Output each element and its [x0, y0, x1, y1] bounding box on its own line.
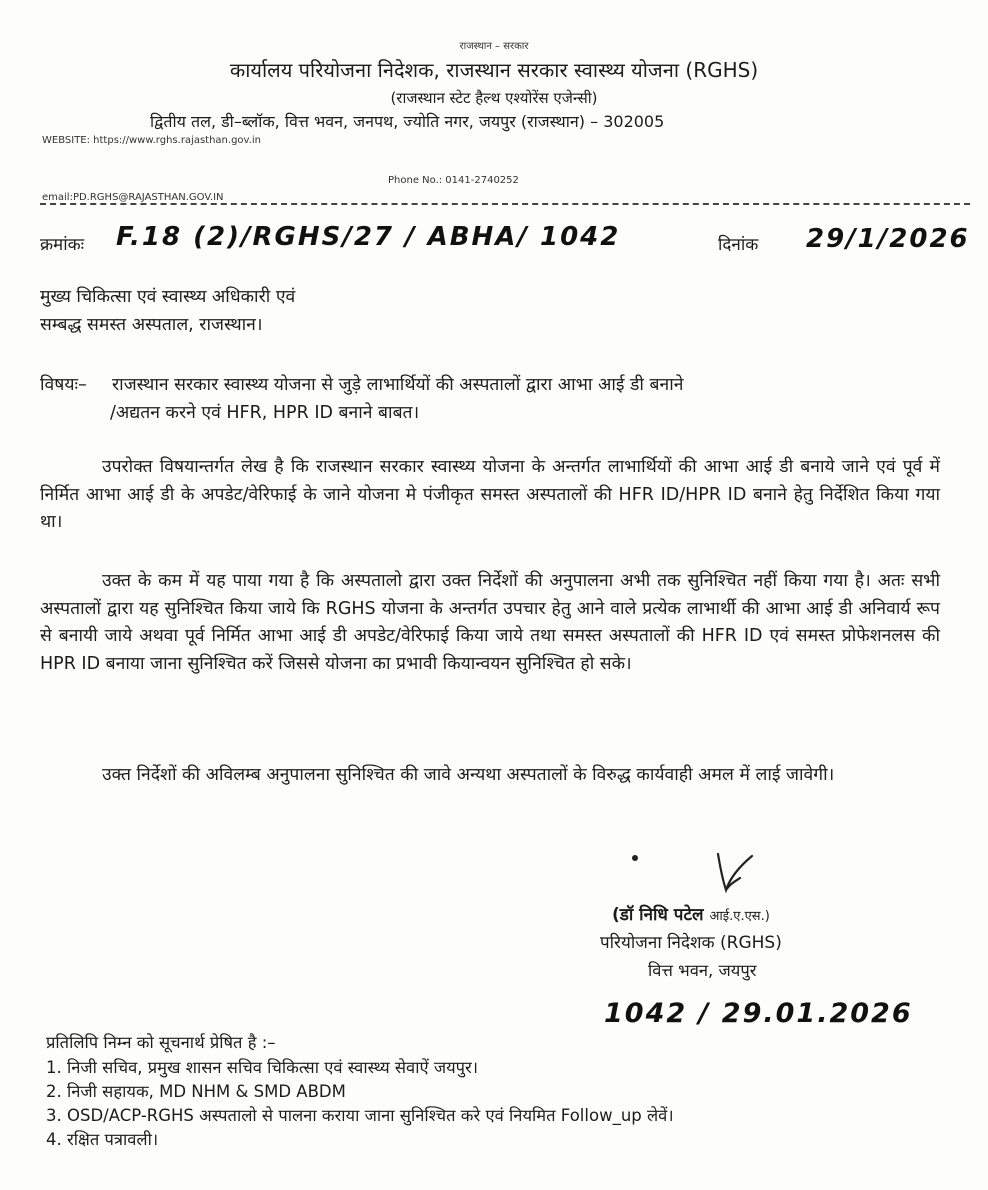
signatory-name: (डॉ निधि पटेल आई.ए.एस.) — [612, 905, 770, 925]
subject-line-2: /अद्यतन करने एवं HFR, HPR ID बनाने बाबत। — [110, 403, 420, 423]
body-paragraph-3: उक्त निर्देशों की अविलम्ब अनुपालना सुनिश्चित की जावे अन्यथा अस्पतालों के विरुद्ध कार्यवाही अमल में लाई जावेगी। — [102, 765, 835, 785]
reference-number: F.18 (2)/RGHS/27 / ABHA/ 1042 — [116, 222, 621, 252]
email-text: email:PD.RGHS@RAJASTHAN.GOV.IN — [42, 192, 224, 203]
addressee-line-1: मुख्य चिकित्सा एवं स्वास्थ्य अधिकारी एवं — [40, 287, 296, 307]
website-text: WEBSITE: https://www.rghs.rajasthan.gov.in — [42, 135, 261, 146]
signatory-place: वित्त भवन, जयपुर — [648, 961, 757, 980]
date-label: दिनांक — [718, 235, 759, 255]
govt-tag: राजस्थान – सरकार — [459, 41, 529, 52]
header-divider — [40, 203, 970, 205]
copy-to-list — [46, 1056, 674, 1152]
letter-date: 29/1/2026 — [806, 224, 970, 254]
addressee-line-2: सम्बद्ध समस्त अस्पताल, राजस्थान। — [40, 315, 263, 335]
list-item: 3. OSD/ACP-RGHS अस्पतालो से पालना कराया जाना सुनिश्चित करे एवं नियमित Follow_up लेवें। — [46, 1106, 674, 1125]
signature-scribble-icon — [700, 848, 770, 898]
signature-dot — [632, 855, 638, 861]
signatory-designation: परियोजना निदेशक (RGHS) — [600, 933, 782, 953]
copy-to-heading: प्रतिलिपि निम्न को सूचनार्थ प्रेषित है :– — [46, 1033, 276, 1052]
dispatch-number: 1042 / 29.01.2026 — [604, 998, 913, 1029]
body-paragraph-1: उपरोक्त विषयान्तर्गत लेख है कि राजस्थान सरकार स्वास्थ्य योजना के अन्तर्गत लाभार्थियों की आभा आई डी बनाये जाने एवं पूर्व में निर्मित आभा आई डी के अपडेट/वेरिफाई के जाने योजना मे पंजीकृत समस्त अस्पतालों की HFR ID/HPR ID बनाने हेतु निर्देशित किया गया था। — [40, 457, 940, 532]
office-title: कार्यालय परियोजना निदेशक, राजस्थान सरकार स्वास्थ्य योजना (RGHS) — [229, 58, 759, 82]
subject-label: विषयः– — [40, 375, 87, 395]
reference-label: क्रमांकः — [40, 235, 85, 255]
phone-text: Phone No.: 0141-2740252 — [388, 175, 519, 186]
body-paragraph-2: उक्त के कम में यह पाया गया है कि अस्पतालो द्वारा उक्त निर्देशों की अनुपालना अभी तक सुनिश्चित नहीं किया गया है। अतः सभी अस्पतालों द्वारा यह सुनिश्चित किया जाये कि RGHS योजना के अन्तर्गत उपचार हेतु आने वाले प्रत्येक लाभार्थी की आभा आई डी अनिवार्य रूप से बनायी जाये अथवा पूर्व निर्मित आभा आई डी अपडेट/वेरिफाई किया जाये तथा समस्त अस्पतालों की HFR ID एवं समस्त प्रोफेशनलस की HPR ID बनाया जाना सुनिश्चित करें जिससे योजना का प्रभावी कियान्वयन सुनिश्चित हो सके। — [40, 571, 940, 674]
list-item: 4. रक्षित पत्रावली। — [46, 1130, 159, 1149]
agency-name: (राजस्थान स्टेट हैल्थ एश्योरेंस एजेन्सी) — [390, 89, 598, 107]
office-address: द्वितीय तल, डी–ब्लॉक, वित्त भवन, जनपथ, ज्योति नगर, जयपुर (राजस्थान) – 302005 — [150, 112, 665, 131]
subject-line-1: राजस्थान सरकार स्वास्थ्य योजना से जुड़े लाभार्थियों की अस्पतालों द्वारा आभा आई डी बनाने — [112, 375, 684, 395]
list-item: 1. निजी सचिव, प्रमुख शासन सचिव चिकित्सा एवं स्वास्थ्य सेवाऐं जयपुर। — [46, 1058, 479, 1077]
list-item: 2. निजी सहायक, MD NHM & SMD ABDM — [46, 1082, 346, 1101]
